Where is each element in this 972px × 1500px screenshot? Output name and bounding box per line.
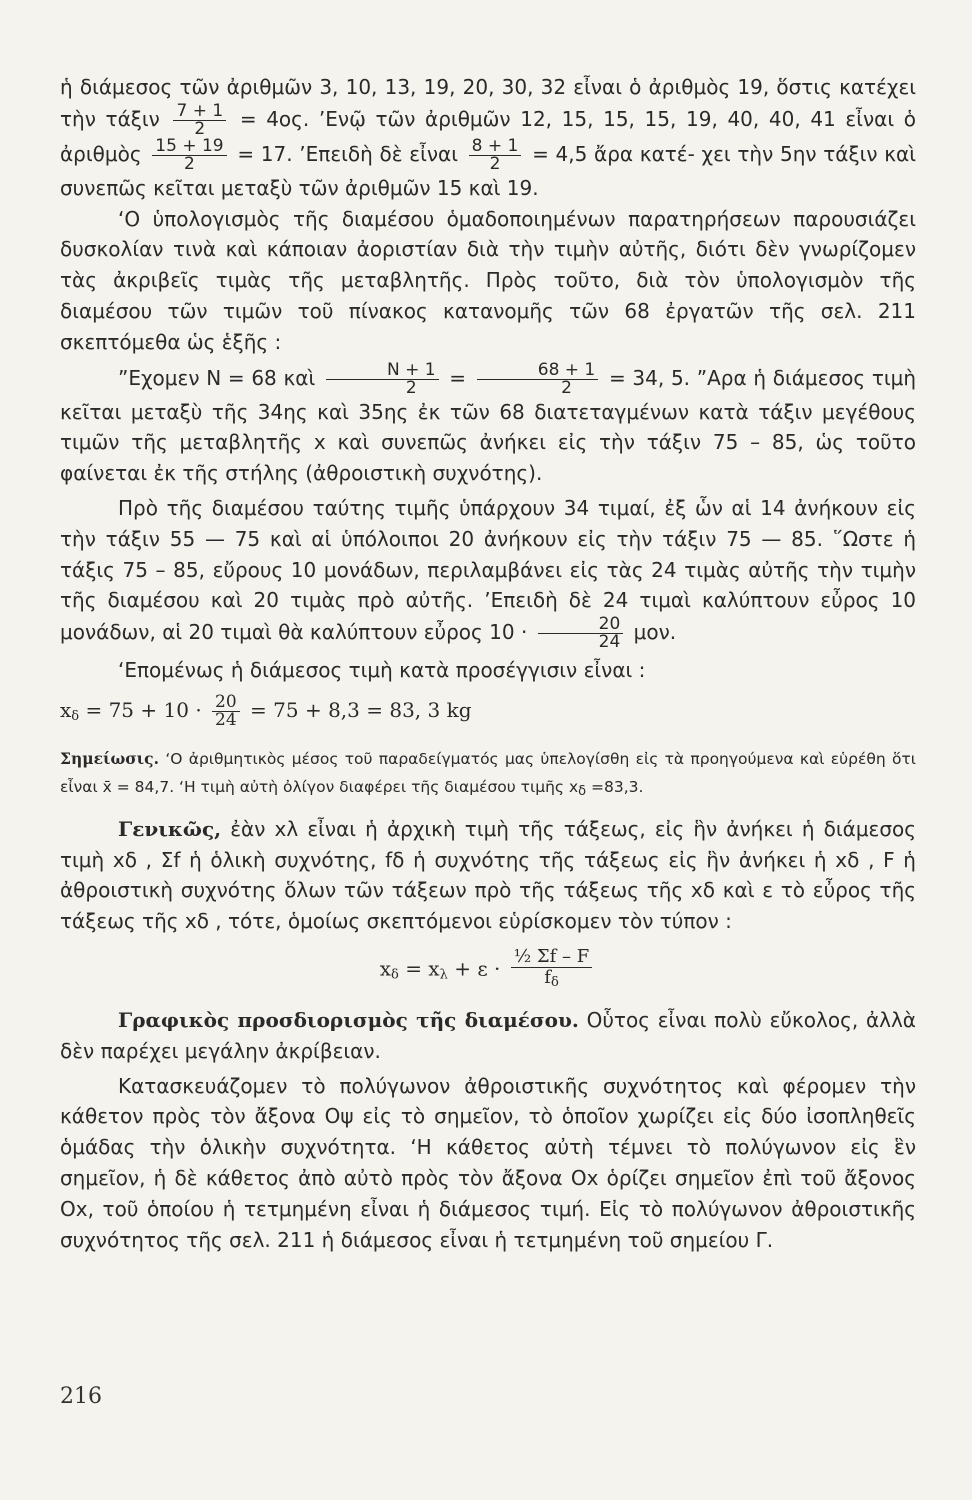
- fraction: [538, 616, 624, 651]
- denominator: 2: [561, 377, 572, 398]
- text-line: χει τὴν 5ην τάξιν καὶ συνεπῶς κεῖται μεταξὺ τῶν ἀριθμῶν 15 καὶ 19.: [60, 141, 916, 200]
- text-segment: δ , τότε, ὁμοίως σκεπτόμενοι εὑρίσκομεν τὸν τύπον :: [196, 909, 732, 934]
- text-segment: ”Εχομεν N = 68 καὶ: [118, 365, 316, 390]
- text-line: κατέχει τὴν τάξιν: [60, 75, 917, 131]
- text-segment: δ , F ἡ ἀθροιστικὴ συχνότης ὅλων τῶν τάξεων πρὸ τῆς τάξεως τῆς x: [60, 847, 916, 903]
- numerator: N + 1: [326, 362, 439, 380]
- note-label: Σημείωσις.: [60, 748, 160, 768]
- fraction: [477, 359, 599, 398]
- median-formula: [60, 947, 916, 993]
- math-subscript: δ: [71, 708, 80, 724]
- fraction: [173, 100, 226, 139]
- denominator: 24: [598, 632, 621, 653]
- math-segment: = 75 + 8,3 = 83, 3 kg: [250, 697, 472, 722]
- math-subscript: δ: [550, 974, 559, 990]
- text-segment: Οὗτος εἶναι πολὺ εὔκολος, ἀλλὰ δὲν παρέχει μεγάλην ἀκρίβειαν.: [60, 1007, 916, 1063]
- math-segment: = 75 + 10 ·: [85, 697, 202, 722]
- paragraph-2: ‘Ο ὑπολογισμὸς τῆς διαμέσου ὁμαδοποιημένων παρατηρήσεων παρουσιάζει δυσκολίαν τινὰ καὶ κάποιαν ἀοριστίαν διὰ τὴν τιμὴν αὐτῆς, διότι δὲν γνωρίζομεν τὰς ἀκριβεῖς τιμὰς τῆς μεταβλητῆς. Πρὸς τοῦτο, διὰ τὸν ὑπολογισμὸν τῆς διαμέσου τῶν τιμῶν τοῦ πίνακος κατανομῆς τῶν 68 ἐργατῶν τῆς σελ. 211 σκεπτόμεθα ὡς ἑξῆς :: [60, 206, 916, 354]
- note-text: =83,3.: [586, 777, 644, 796]
- math-segment: + ε ·: [454, 956, 501, 981]
- text-segment: Πρὸ τῆς διαμέσου ταύτης τιμῆς ὑπάρχουν 34 τιμαί, ἐξ ὧν αἱ 14 ἀνήκουν εἰς τὴν τάξιν 55 — 75 καὶ αἱ ὑπόλοιποι 20 ἀνήκουν εἰς τὴν τάξιν 75 — 85. ῞Ωστε ἡ τάξις 75 – 85, εὔρους 10 μονάδων, περιλαμβάνει εἰς τὰς 24 τιμὰς αὐτῆς τὴν τιμὴν τῆς διαμέσου καὶ 20 τιμὰς πρὸ αὐτῆς. ’Επειδὴ δὲ 24 τιμαὶ καλύπτουν εὖρος: [60, 495, 916, 613]
- page-body: [60, 72, 916, 1255]
- fraction: [511, 947, 593, 993]
- text-line: = 4ος. ’Ενῷ τῶν ἀριθμῶν 12, 15, 15, 15, 19, 40,: [239, 106, 760, 131]
- numerator: 20: [538, 616, 624, 634]
- denominator: 2: [184, 153, 195, 174]
- paragraph-5: ‘Επομένως ἡ διάμεσος τιμὴ κατὰ προσέγγισιν εἶναι :: [118, 658, 646, 683]
- text-segment: μον.: [633, 620, 677, 645]
- text-line: ἡ διάμεσος τῶν ἀριθμῶν 3, 10, 13, 19, 20, 30, 32 εἶναι ὁ ἀριθμὸς 19, ὅστις: [60, 75, 832, 99]
- denominator: [511, 968, 593, 993]
- text-segment: =: [449, 365, 467, 390]
- math-subscript: λ: [439, 967, 448, 983]
- numerator: 15 + 19: [152, 138, 226, 156]
- numerator: 20: [212, 694, 240, 712]
- numerator: ½ Σf – F: [511, 947, 593, 968]
- graph-paragraph: [60, 1005, 916, 1067]
- text-segment: δ , Σf ἡ ὁλικὴ συχνότης, f: [124, 847, 393, 872]
- fraction: [212, 691, 240, 730]
- text-segment: δ ἡ συχνότης τῆς τάξεως εἰς ἣν ἀνήκει ἡ x: [392, 847, 848, 872]
- page-number: 216: [60, 1384, 102, 1409]
- text-segment: λ εἶναι ἡ ἀρχικὴ τιμὴ τῆς τάξεως, εἰς ἣν ἀνήκει ἡ διάμεσος τιμὴ x: [60, 816, 917, 872]
- text-segment: δ καὶ ε τὸ εὖρος τῆς τάξεως τῆς x: [60, 878, 916, 934]
- text-segment: κεῖται μεταξὺ τῆς 34ης καὶ 35ης ἐκ τῶν 68 διατεταγμένων κατὰ τάξιν μεγέθους τιμῶν τῆς μεταβλητῆς x καὶ συνεπῶς ἀνήκει εἰς τὴν τάξιν 75 – 85, ὡς τοῦτο φαίνεται ἐκ τῆς στήλης (ἀθροιστικὴ συχνότης).: [60, 399, 916, 486]
- paragraph-3: [60, 359, 917, 489]
- denominator-symbol: f: [544, 966, 551, 988]
- general-paragraph: [60, 814, 916, 937]
- numerator: 7 + 1: [173, 103, 226, 121]
- text-line: 40, 41 εἶναι ὁ ἀριθμὸς: [60, 106, 916, 166]
- text-segment: 10 μονάδων, αἱ 20 τιμαὶ θὰ καλύπτουν εὖρος 10 ·: [60, 588, 917, 645]
- note-text: ‘Ο ἀριθμητικὸς μέσος τοῦ παραδείγματός μας ὑπελογίσθη εἰς τὰ προηγούμενα καὶ εὑρέθη ὅτι εἶναι x̄ = 84,7. ‘Η τιμὴ αὐτὴ ὀλίγον διαφέρει τῆς διαμέσου τιμῆς x: [60, 749, 916, 796]
- denominator: 2: [405, 377, 417, 398]
- text-segment: ἐὰν x: [230, 816, 287, 841]
- median-equation: [60, 691, 916, 733]
- numerator: 8 + 1: [469, 138, 522, 156]
- denominator: 24: [215, 709, 237, 730]
- text-segment: = 34, 5. ”Αρα ἡ διάμεσος τιμὴ: [608, 365, 917, 390]
- math-symbol: x: [60, 697, 72, 722]
- paragraph-7: Κατασκευάζομεν τὸ πολύγωνον ἀθροιστικῆς συχνότητος καὶ φέρομεν τὴν κάθετον πρὸς τὸν ἄξονα Oψ εἰς τὸ σημεῖον, τὸ ὁποῖον χωρίζει εἰς δύο ἰσοπληθεῖς ὁμάδας τὴν ὁλικὴν συχνότητα. ‘Η κάθετος αὐτὴ τέμνει τὸ πολύγωνον εἰς ἓν σημεῖον, ἡ δὲ κάθετος ἀπὸ αὐτὸ πρὸς τὸν ἄξονα Ox ὁρίζει σημεῖον ἐπὶ τοῦ ἄξονος Ox, τοῦ ὁποίου ἡ τετμημένη εἶναι ἡ διάμεσος τιμή. Εἰς τὸ πολύγωνον ἀθροιστικῆς συχνότητος τῆς σελ. 211 ἡ διάμεσος εἶναι ἡ τετμημένη τοῦ σημείου Γ.: [60, 1073, 916, 1252]
- note-paragraph: [60, 745, 916, 806]
- graph-label: Γραφικὸς προσδιορισμὸς τῆς διαμέσου.: [118, 1007, 579, 1032]
- text-line: = 17. ’Επειδὴ δὲ εἶναι: [237, 141, 458, 166]
- math-subscript: δ: [578, 783, 587, 799]
- fraction: [326, 359, 439, 398]
- denominator: 2: [489, 153, 501, 174]
- fraction: [469, 135, 522, 174]
- math-subscript: δ: [391, 967, 399, 983]
- general-label: Γενικῶς,: [118, 816, 222, 841]
- text-line: = 4,5 ἄρα κατέ-: [532, 141, 695, 166]
- fraction: [152, 135, 226, 174]
- numerator: 68 + 1: [477, 362, 599, 380]
- math-segment: = x: [405, 956, 440, 981]
- paragraph-1: [60, 72, 916, 204]
- math-symbol: x: [379, 956, 391, 981]
- paragraph-4: [60, 493, 916, 651]
- denominator: 2: [194, 118, 206, 139]
